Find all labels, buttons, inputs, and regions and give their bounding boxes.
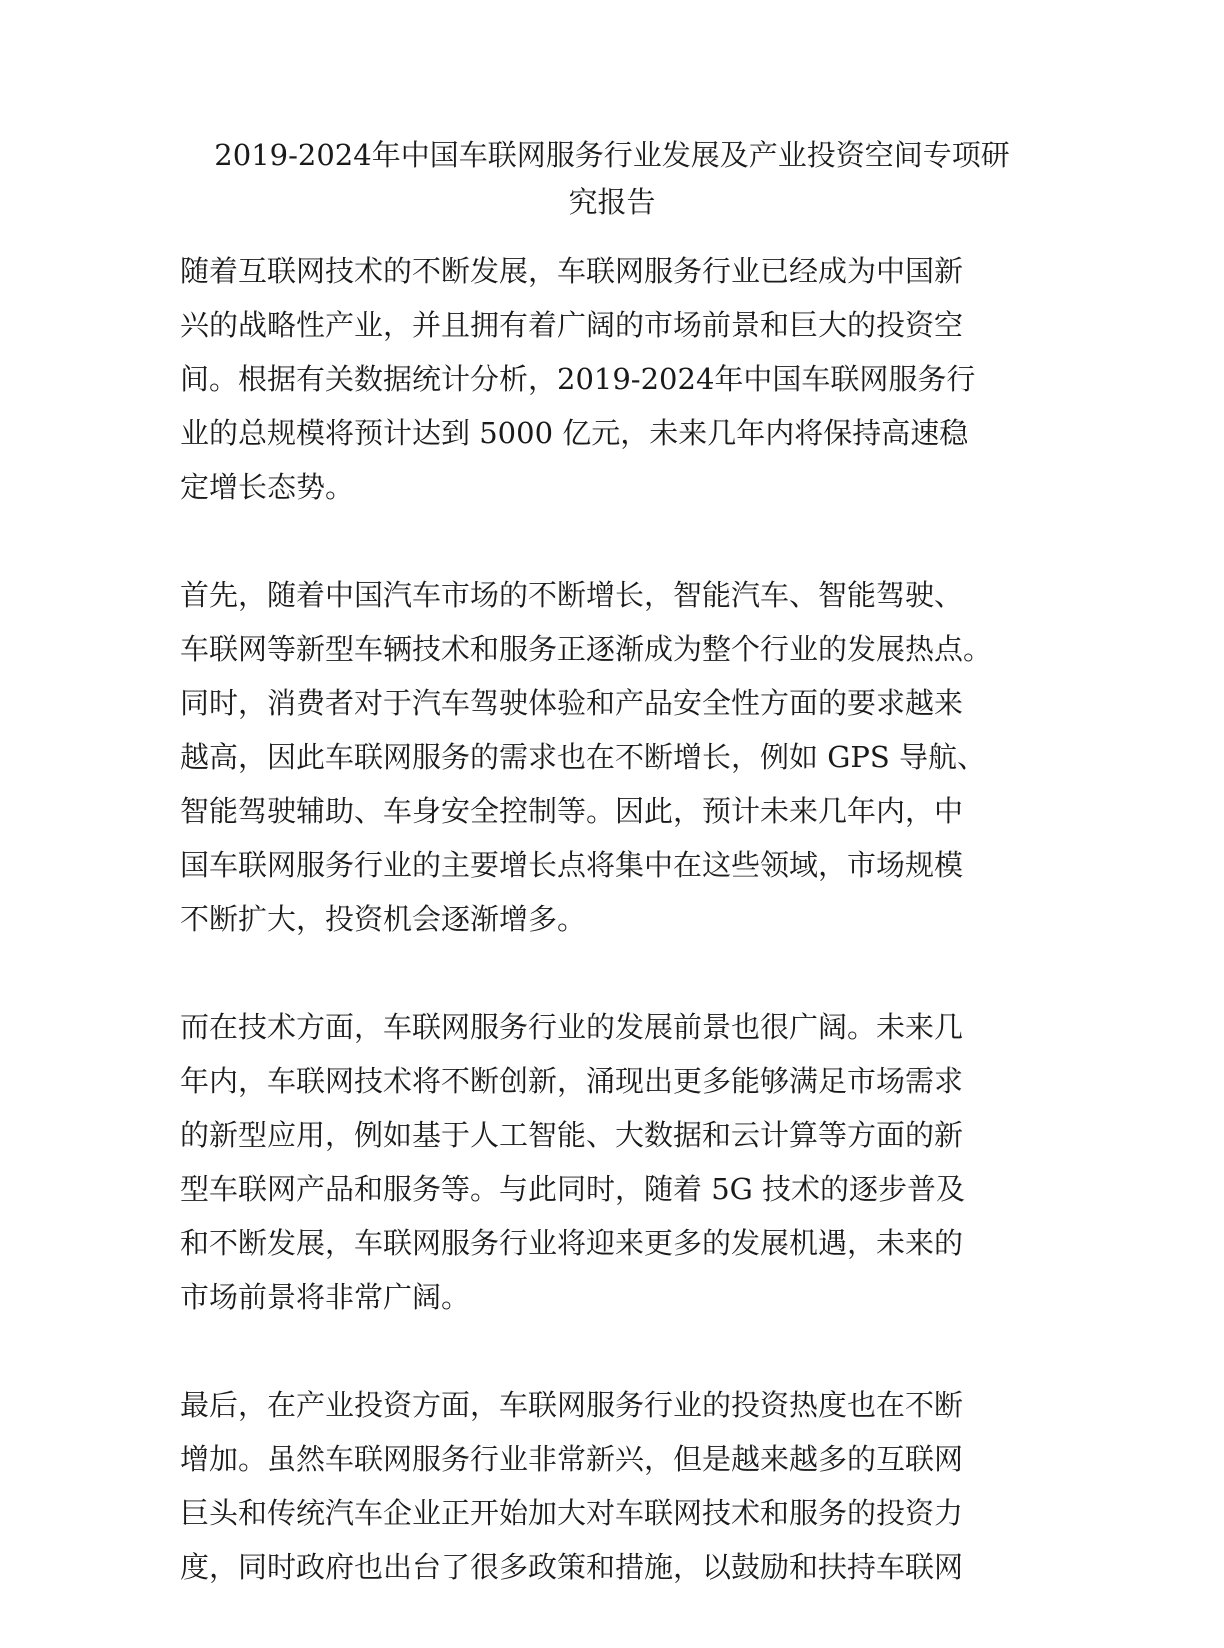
paragraph-line: 业的总规模将预计达到 5000 亿元，未来几年内将保持高速稳 bbox=[180, 416, 969, 450]
document-body bbox=[180, 244, 1060, 1648]
paragraph-line: 市场前景将非常广阔。 bbox=[180, 1280, 471, 1314]
paragraph-line: 不断扩大，投资机会逐渐增多。 bbox=[180, 902, 587, 936]
paragraph-line: 巨头和传统汽车企业正开始加大对车联网技术和服务的投资力 bbox=[180, 1496, 964, 1530]
title-line-1: 2019-2024年中国车联网服务行业发展及产业投资空间专项研 bbox=[214, 138, 1010, 172]
paragraph-line: 首先，随着中国汽车市场的不断增长，智能汽车、智能驾驶、 bbox=[180, 578, 964, 612]
paragraph-line: 车联网等新型车辆技术和服务正逐渐成为整个行业的发展热点。 bbox=[180, 632, 993, 666]
paragraph-line: 随着互联网技术的不断发展，车联网服务行业已经成为中国新 bbox=[180, 254, 964, 288]
paragraph-3 bbox=[180, 1000, 1060, 1324]
paragraph-4 bbox=[180, 1378, 1060, 1594]
paragraph-line: 国车联网服务行业的主要增长点将集中在这些领域，市场规模 bbox=[180, 848, 964, 882]
paragraph-line: 型车联网产品和服务等。与此同时，随着 5G 技术的逐步普及 bbox=[180, 1172, 966, 1206]
paragraph-line: 智能驾驶辅助、车身安全控制等。因此，预计未来几年内，中 bbox=[180, 794, 964, 828]
paragraph-line: 而在技术方面，车联网服务行业的发展前景也很广阔。未来几 bbox=[180, 1010, 964, 1044]
paragraph-line: 同时，消费者对于汽车驾驶体验和产品安全性方面的要求越来 bbox=[180, 686, 964, 720]
paragraph-line: 年内，车联网技术将不断创新，涌现出更多能够满足市场需求 bbox=[180, 1064, 964, 1098]
paragraph-line: 增加。虽然车联网服务行业非常新兴，但是越来越多的互联网 bbox=[180, 1442, 964, 1476]
paragraph-1 bbox=[180, 244, 1060, 514]
paragraph-line: 间。根据有关数据统计分析，2019-2024年中国车联网服务行 bbox=[180, 362, 976, 396]
paragraph-line: 度，同时政府也出台了很多政策和措施，以鼓励和扶持车联网 bbox=[180, 1550, 964, 1584]
paragraph-line: 兴的战略性产业，并且拥有着广阔的市场前景和巨大的投资空 bbox=[180, 308, 964, 342]
paragraph-line: 和不断发展，车联网服务行业将迎来更多的发展机遇，未来的 bbox=[180, 1226, 964, 1260]
paragraph-line: 的新型应用，例如基于人工智能、大数据和云计算等方面的新 bbox=[180, 1118, 964, 1152]
paragraph-2 bbox=[180, 568, 1060, 946]
paragraph-line: 最后，在产业投资方面，车联网服务行业的投资热度也在不断 bbox=[180, 1388, 964, 1422]
title-line-2: 究报告 bbox=[568, 185, 656, 219]
paragraph-line: 越高，因此车联网服务的需求也在不断增长，例如 GPS 导航、 bbox=[180, 740, 986, 774]
paragraph-line: 定增长态势。 bbox=[180, 470, 355, 504]
document-title bbox=[150, 132, 1074, 226]
